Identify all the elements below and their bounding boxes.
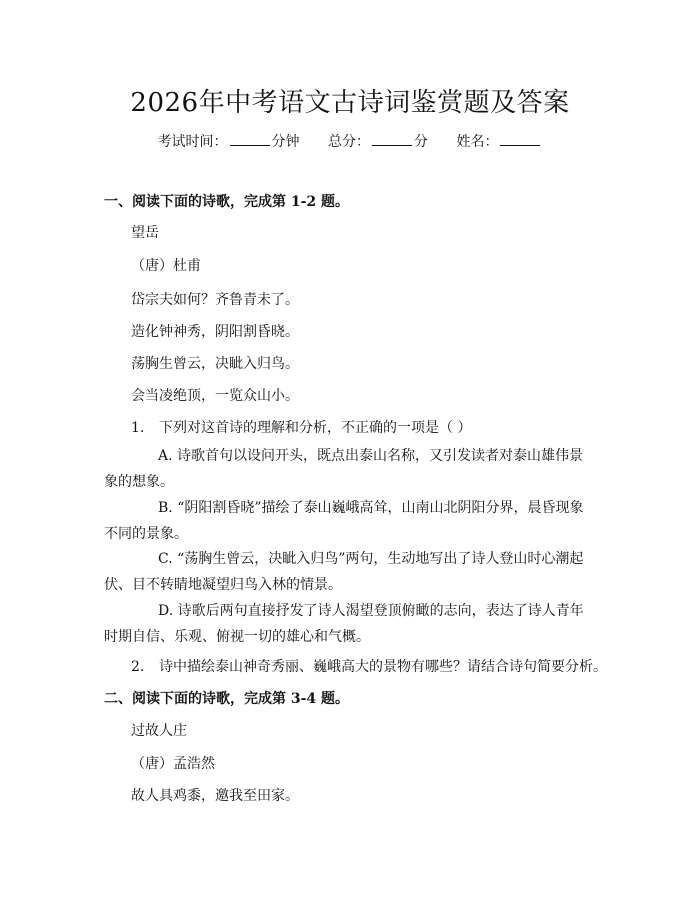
option-b: B. “阴阳割昏晓”描绘了泰山巍峨高耸，山南山北阴阳分界，晨昏现象不同的景象。 — [104, 500, 584, 542]
total-score-field — [328, 131, 428, 151]
name-field — [456, 131, 542, 151]
poem-line: 故人具鸡黍，邀我至田家。 — [131, 788, 299, 804]
poem-title: 过故人庄 — [131, 723, 187, 739]
poem-line: 造化钟神秀，阴阳割昏晓。 — [131, 324, 299, 340]
time-blank — [230, 133, 270, 146]
poem-title: 望岳 — [131, 225, 159, 241]
option-c: C. “荡胸生曾云，决眦入归鸟”两句，生动地写出了诗人登山时心潮起伏、目不转睛地凝望归鸟入林的情景。 — [104, 551, 584, 593]
section-heading: 二、阅读下面的诗歌，完成第 3-4 题。 — [104, 691, 350, 707]
name-blank — [500, 133, 540, 146]
question-stem: 下列对这首诗的理解和分析，不正确的一项是（ ） — [159, 420, 472, 436]
poem-line: 荡胸生曾云，决眦入归鸟。 — [131, 356, 299, 372]
name-label: 姓名： — [456, 134, 499, 150]
question-stem: 诗中描绘泰山神奇秀丽、巍峨高大的景物有哪些？请结合诗句简要分析。 — [159, 659, 607, 675]
option-a: A. 诗歌首句以设问开头，既点出泰山名称，又引发读者对泰山雄伟景象的想象。 — [104, 448, 584, 490]
time-unit: 分钟 — [271, 134, 300, 150]
poem-author: （唐）孟浩然 — [131, 756, 215, 772]
time-label: 考试时间： — [157, 134, 228, 150]
score-blank — [372, 133, 412, 146]
question-1 — [131, 417, 471, 437]
question-2 — [131, 656, 607, 676]
question-number: 1. — [131, 420, 145, 436]
section-heading: 一、阅读下面的诗歌，完成第 1-2 题。 — [104, 194, 350, 210]
poem-line: 岱宗夫如何？齐鲁青未了。 — [131, 292, 299, 308]
score-unit: 分 — [414, 134, 428, 150]
exam-info-row — [0, 131, 700, 151]
score-label: 总分： — [328, 134, 370, 150]
poem-line: 会当凌绝顶，一览众山小。 — [131, 388, 299, 404]
poem-author: （唐）杜甫 — [131, 258, 201, 274]
question-number: 2. — [131, 659, 145, 675]
exam-time-field — [158, 131, 300, 151]
page-title: 2026年中考语文古诗词鉴赏题及答案 — [130, 88, 570, 118]
option-d: D. 诗歌后两句直接抒发了诗人渴望登顶俯瞰的志向，表达了诗人青年时期自信、乐观、俯视一切的雄心和气概。 — [104, 603, 584, 645]
